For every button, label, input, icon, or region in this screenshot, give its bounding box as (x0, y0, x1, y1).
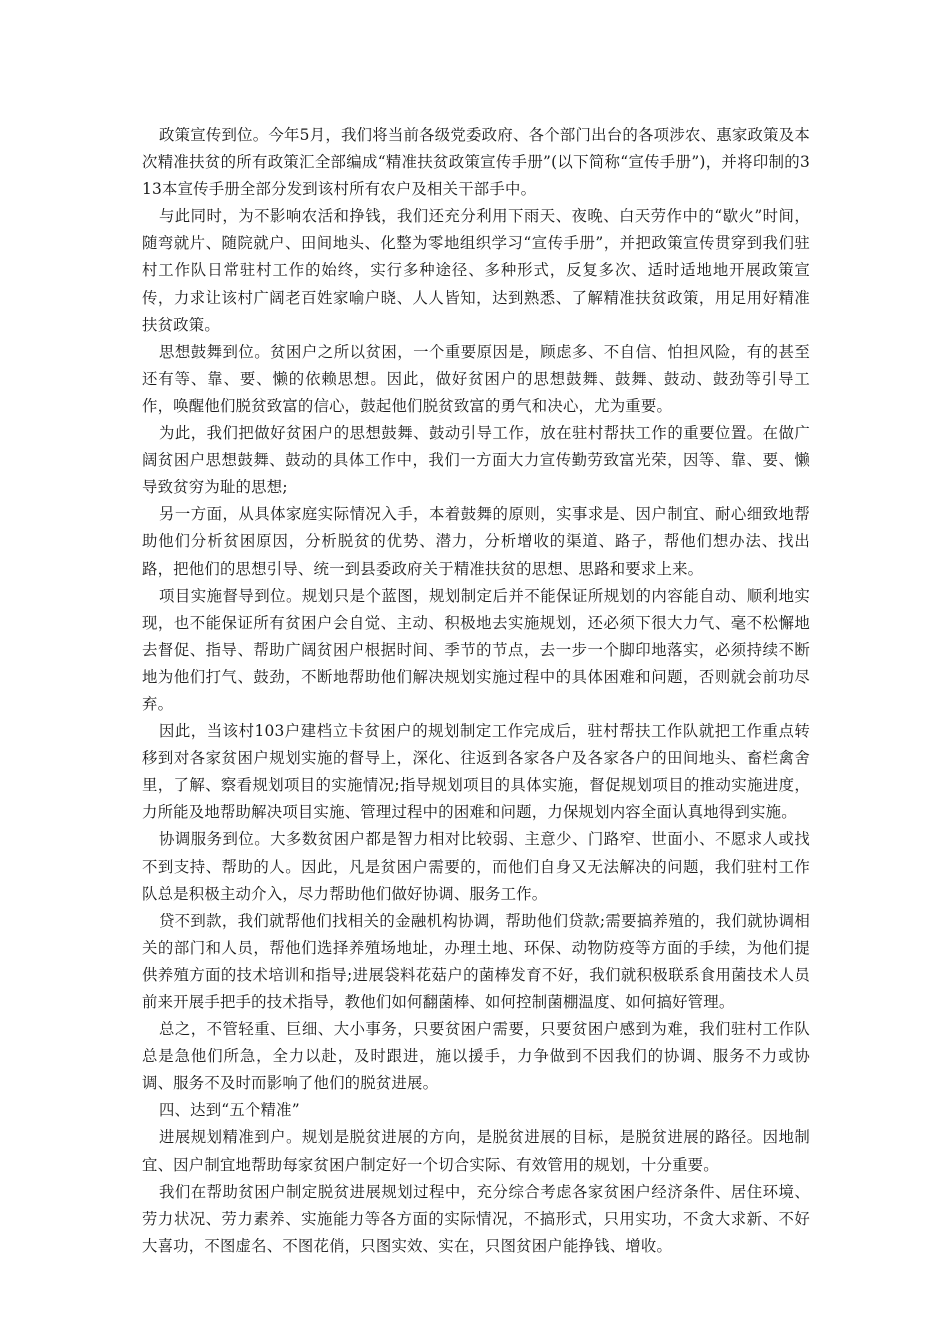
paragraph-on-the-other-hand: 另一方面，从具体家庭实际情况入手，本着鼓舞的原则，实事求是、因户制宜、耐心细致地帮助他们分析贫困原因，分析脱贫的优势、潜力，分析增收的渠道、路子，帮他们想办法、找出路，把他们的思想引导、统一到县委政府关于精准扶贫的思想、思路和要求上来。 (142, 505, 810, 578)
paragraph-planning-process: 我们在帮助贫困户制定脱贫进展规划过程中，充分综合考虑各家贫困户经济条件、居住环境、劳力状况、劳力素养、实施能力等各方面的实际情况，不搞形式，只用实功，不贪大求新、不好大喜功，不图虚名、不图花俏，只图实效、实在，只图贫困户能挣钱、增收。 (142, 1182, 810, 1255)
paragraph-project-supervision: 项目实施督导到位。规划只是个蓝图，规划制定后并不能保证所规划的内容能自动、顺利地实现，也不能保证所有贫困户会自觉、主动、积极地去实施规划，还必须下很大力气、毫不松懈地去督促、指导、帮助广阔贫困户根据时间、季节的节点，去一步一个脚印地落实，必须持续不断地为他们打气、鼓劲，不断地帮助他们解决规划实施过程中的具体困难和问题，否则就会前功尽弃。 (142, 586, 810, 713)
paragraph-ideological-encouragement: 思想鼓舞到位。贫困户之所以贫困，一个重要原因是，顾虑多、不自信、怕担风险，有的甚至还有等、靠、要、懒的依赖思想。因此，做好贫困户的思想鼓舞、鼓舞、鼓动、鼓劲等引导工作，唤醒他们脱贫致富的信心，鼓起他们脱贫致富的勇气和决心，尤为重要。 (142, 342, 810, 415)
paragraph-coordination-service: 协调服务到位。大多数贫困户都是智力相对比较弱、主意少、门路窄、世面小、不愿求人或找不到支持、帮助的人。因此，凡是贫困户需要的，而他们自身又无法解决的问题，我们驻村工作队总是积极主动介入，尽力帮助他们做好协调、服务工作。 (142, 830, 810, 903)
paragraph-policy-publicity: 政策宣传到位。今年5月，我们将当前各级党委政府、各个部门出台的各项涉农、惠家政策及本次精准扶贫的所有政策汇全部编成“精准扶贫政策宣传手册”(以下简称“宣传手册”)，并将印制的313本宣传手册全部分发到该村所有农户及相关干部手中。 (142, 126, 810, 199)
paragraph-therefore: 因此，当该村103户建档立卡贫困户的规划制定工作完成后，驻村帮扶工作队就把工作重点转移到对各家贫困户规划实施的督导上，深化、往返到各家各户及各家各户的田间地头、畜栏禽舍里，了解、察看规划项目的实施情况;指导规划项目的具体实施，督促规划项目的推动实施进度，力所能及地帮助解决项目实施、管理过程中的困难和问题，力保规划内容全面认真地得到实施。 (142, 722, 810, 822)
paragraph-for-this: 为此，我们把做好贫困户的思想鼓舞、鼓动引导工作，放在驻村帮扶工作的重要位置。在做广阔贫困户思想鼓舞、鼓动的具体工作中，我们一方面大力宣传勤劳致富光荣，因等、靠、要、懒导致贫穷为耻的思想; (142, 424, 810, 497)
paragraph-planning-precise: 进展规划精准到户。规划是脱贫进展的方向，是脱贫进展的目标，是脱贫进展的路径。因地制宜、因户制宜地帮助每家贫困户制定好一个切合实际、有效管用的规划，十分重要。 (142, 1128, 810, 1174)
document-body (142, 122, 810, 1260)
paragraph-in-summary: 总之，不管轻重、巨细、大小事务，只要贫困户需要，只要贫困户感到为难，我们驻村工作队总是急他们所急，全力以赴，及时跟进，施以援手，力争做到不因我们的协调、服务不力或协调、服务不及时而影响了他们的脱贫进展。 (142, 1020, 810, 1093)
paragraph-meanwhile: 与此同时，为不影响农活和挣钱，我们还充分利用下雨天、夜晚、白天劳作中的“歇火”时间，随弯就片、随院就户、田间地头、化整为零地组织学习“宣传手册”，并把政策宣传贯穿到我们驻村工作队日常驻村工作的始终，实行多种途径、多种形式，反复多次、适时适地地开展政策宣传，力求让该村广阔老百姓家喻户晓、人人皆知，达到熟悉、了解精准扶贫政策，用足用好精准扶贫政策。 (142, 207, 810, 334)
paragraph-loans: 贷不到款，我们就帮他们找相关的金融机构协调，帮助他们贷款;需要搞养殖的，我们就协调相关的部门和人员，帮他们选择养殖场地址，办理土地、环保、动物防疫等方面的手续，为他们提供养殖方面的技术培训和指导;进展袋料花菇户的菌棒发育不好，我们就积极联系食用菌技术人员前来开展手把手的技术指导，教他们如何翻菌棒、如何控制菌棚温度、如何搞好管理。 (142, 911, 810, 1011)
section-heading-five-precise: 四、达到“五个精准” (158, 1101, 300, 1120)
